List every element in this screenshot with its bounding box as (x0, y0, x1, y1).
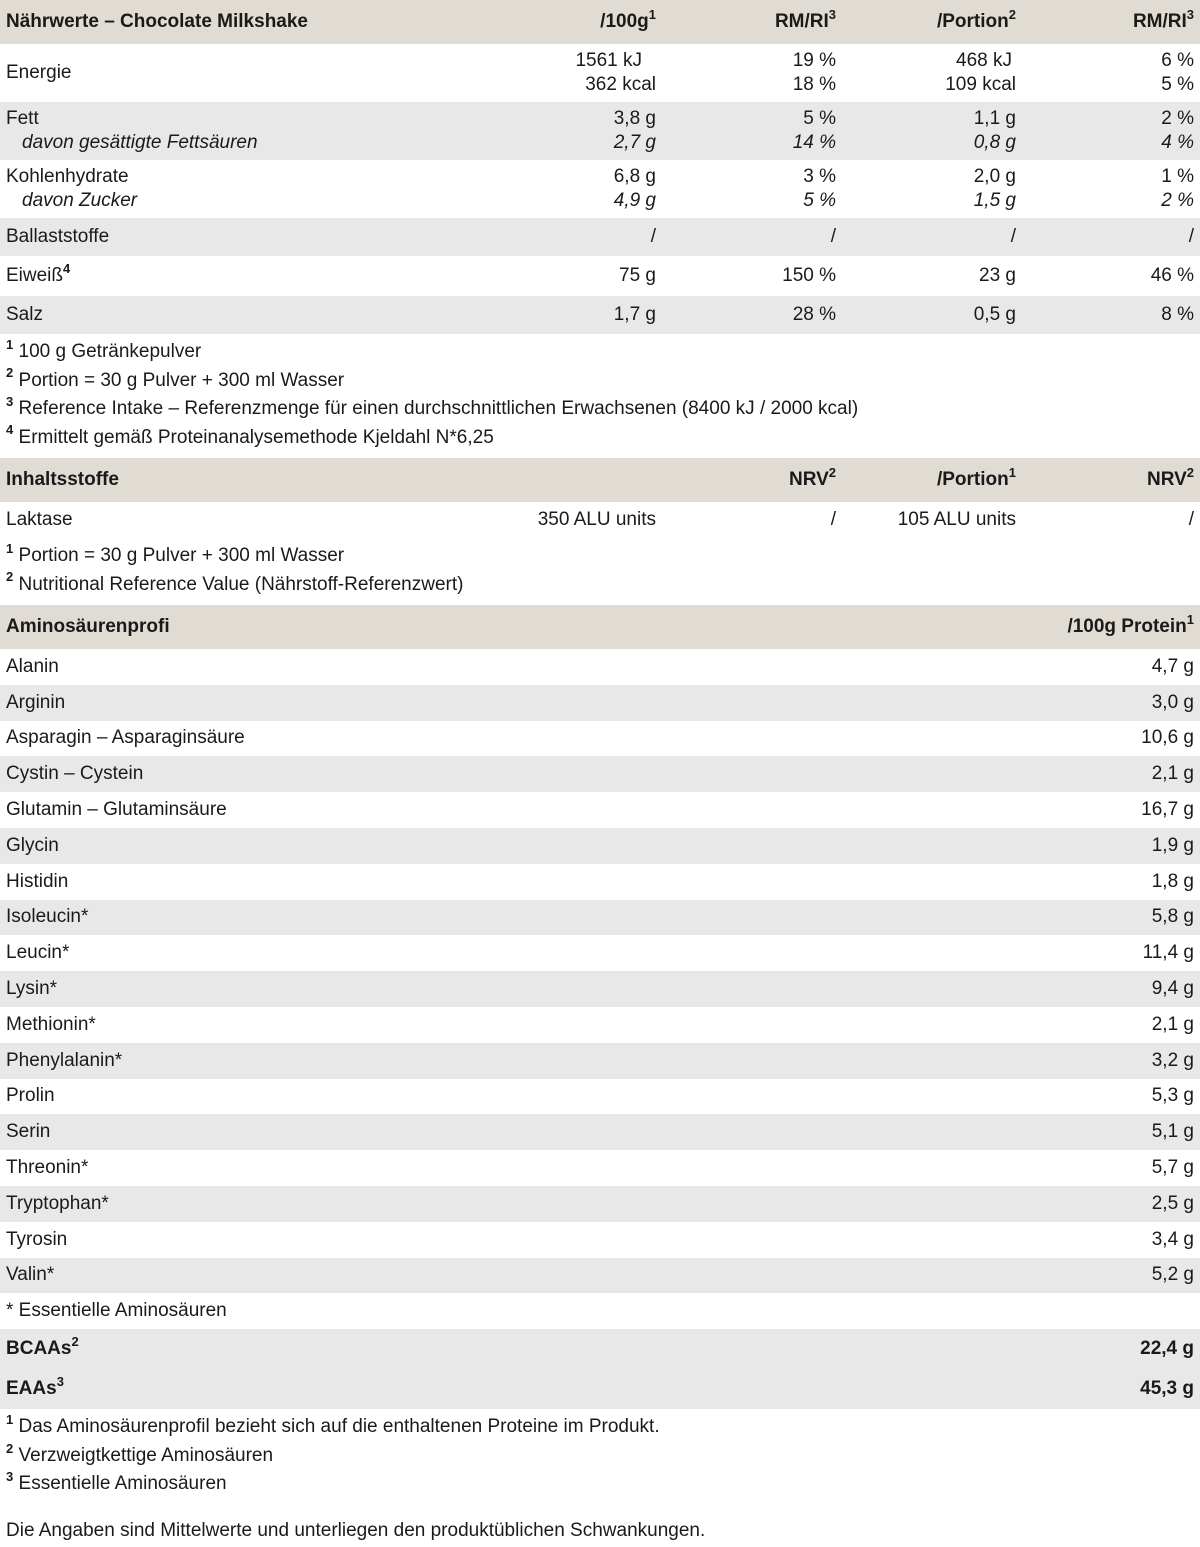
cell-value: 1,7 g (480, 296, 662, 334)
cell-value: / (662, 218, 842, 256)
table-row (0, 102, 1200, 160)
eaa-label: EAAs$^3$ (0, 1369, 900, 1409)
table-row (0, 1079, 1200, 1115)
amino-name: Glutamin – Glutaminsäure (0, 792, 900, 828)
ingredients-table (0, 458, 1200, 538)
table-row (0, 502, 1200, 538)
amino-name: Serin (0, 1114, 900, 1150)
amino-value: 5,2 g (900, 1258, 1200, 1294)
amino-name: Leucin* (0, 935, 900, 971)
footnote: $^4$ Ermittelt gemäß Proteinanalysemethode Kjeldahl N*6,25 (6, 422, 494, 448)
cell-value: 46 % (1022, 256, 1200, 296)
amino-name: Methionin* (0, 1007, 900, 1043)
table-row (0, 935, 1200, 971)
amino-name: Arginin (0, 685, 900, 721)
amino-value: 5,3 g (900, 1079, 1200, 1115)
amino-value: 16,7 g (900, 792, 1200, 828)
amino-value: 3,0 g (900, 685, 1200, 721)
col-header-nrv: NRV$^2$ (662, 458, 842, 502)
bcaa-value: 22,4 g (900, 1329, 1200, 1369)
table-row (0, 1007, 1200, 1043)
table-row (0, 44, 1200, 102)
table-row (0, 828, 1200, 864)
amino-value: 3,4 g (900, 1222, 1200, 1258)
amino-value: 5,8 g (900, 900, 1200, 936)
amino-name: Prolin (0, 1079, 900, 1115)
amino-name: Phenylalanin* (0, 1043, 900, 1079)
amino-value: 5,1 g (900, 1114, 1200, 1150)
cell-value: / (480, 218, 662, 256)
table-row (0, 864, 1200, 900)
amino-value: 2,5 g (900, 1186, 1200, 1222)
cell-value: 105 ALU units (842, 502, 1022, 538)
row-label: Fett davon gesättigte Fettsäuren (0, 102, 480, 160)
bcaa-row (0, 1329, 1200, 1369)
footnote: $^2$ Verzweigtkettige Aminosäuren (6, 1440, 274, 1466)
table-row (0, 721, 1200, 757)
amino-title: Aminosäurenprofi (0, 605, 900, 649)
cell-value: 6 % 5 % (1022, 44, 1200, 102)
row-label: Ballaststoffe (0, 218, 480, 256)
amino-name: Glycin (0, 828, 900, 864)
amino-value: 4,7 g (900, 649, 1200, 685)
table-row (0, 160, 1200, 218)
col-header-portion: /Portion$^1$ (842, 458, 1022, 502)
essential-note: * Essentielle Aminosäuren (0, 1293, 1200, 1329)
footnote: $^1$ Das Aminosäurenprofil bezieht sich auf die enthaltenen Proteine im Produkt. (6, 1412, 660, 1438)
col-header-rmri: $RM/RI^3$ (662, 0, 842, 44)
table-row (0, 1222, 1200, 1258)
amino-name: Alanin (0, 649, 900, 685)
amino-name: Tryptophan* (0, 1186, 900, 1222)
amino-value: 5,7 g (900, 1150, 1200, 1186)
cell-value: 19 % 18 % (662, 44, 842, 102)
table-row (0, 1150, 1200, 1186)
table-row (0, 900, 1200, 936)
amino-name: Cystin – Cystein (0, 756, 900, 792)
nutrition-title: Nährwerte – Chocolate Milkshake (0, 0, 480, 44)
ingredients-header-row (0, 458, 1200, 502)
table-row (0, 218, 1200, 256)
amino-value: 2,1 g (900, 1007, 1200, 1043)
table-row (0, 685, 1200, 721)
cell-value: 1,1 g 0,8 g (842, 102, 1022, 160)
table-row (0, 756, 1200, 792)
cell-value: 150 % (662, 256, 842, 296)
nutrition-table (0, 0, 1200, 334)
amino-name: Histidin (0, 864, 900, 900)
footnote: $^1$ 100 g Getränkepulver (6, 336, 202, 362)
col-header-portion: /Portion$^2$ (842, 0, 1022, 44)
row-label: Laktase (0, 502, 480, 538)
eaa-value: 45,3 g (900, 1369, 1200, 1409)
footnote: $^2$ Nutritional Reference Value (Nährstoff-Referenzwert) (6, 569, 464, 595)
amino-value: 3,2 g (900, 1043, 1200, 1079)
cell-value: / (1022, 218, 1200, 256)
ingredients-title: Inhaltsstoffe (0, 458, 480, 502)
col-header-nrv-portion: NRV$^2$ (1022, 458, 1200, 502)
amino-name: Valin* (0, 1258, 900, 1294)
amino-value: 9,4 g (900, 971, 1200, 1007)
amino-value: 2,1 g (900, 756, 1200, 792)
cell-value: 350 ALU units (480, 502, 662, 538)
bcaa-label: BCAAs$^2$ (0, 1329, 900, 1369)
amino-name: Lysin* (0, 971, 900, 1007)
amino-acid-table (0, 605, 1200, 1409)
row-label: Energie (0, 44, 480, 102)
table-row (0, 649, 1200, 685)
cell-value: 28 % (662, 296, 842, 334)
table-row (0, 296, 1200, 334)
cell-value: 23 g (842, 256, 1022, 296)
cell-value: / (1022, 502, 1200, 538)
ingredients-footnotes (0, 538, 1200, 605)
cell-value: 2 % 4 % (1022, 102, 1200, 160)
cell-value: 2,0 g 1,5 g (842, 160, 1022, 218)
col-header-100g: $/100g^1$ (480, 0, 662, 44)
table-row (0, 1114, 1200, 1150)
amino-value: 11,4 g (900, 935, 1200, 971)
table-row (0, 1258, 1200, 1294)
amino-value: 1,9 g (900, 828, 1200, 864)
cell-value: 0,5 g (842, 296, 1022, 334)
cell-value: 3,8 g 2,7 g (480, 102, 662, 160)
eaa-row (0, 1369, 1200, 1409)
cell-value: 6,8 g 4,9 g (480, 160, 662, 218)
footnote: $^3$ Reference Intake – Referenzmenge für einen durchschnittlichen Erwachsenen (8400 kJ / 2000 kcal) (6, 393, 859, 419)
amino-value: 10,6 g (900, 721, 1200, 757)
cell-value: 3 % 5 % (662, 160, 842, 218)
cell-value: 8 % (1022, 296, 1200, 334)
amino-name: Tyrosin (0, 1222, 900, 1258)
empty-header-cell (480, 458, 662, 502)
amino-name: Isoleucin* (0, 900, 900, 936)
row-label: Kohlenhydrate davon Zucker (0, 160, 480, 218)
col-header-100g-protein: /100g Protein$^1$ (900, 605, 1200, 649)
footnote: $^2$ Portion = 30 g Pulver + 300 ml Wasser (6, 365, 345, 391)
essential-note-row (0, 1293, 1200, 1329)
table-row (0, 256, 1200, 296)
table-row (0, 971, 1200, 1007)
nutrition-footnotes (0, 334, 1200, 458)
nutrition-header-row (0, 0, 1200, 44)
table-row (0, 792, 1200, 828)
footnote: $^1$ Portion = 30 g Pulver + 300 ml Wasser (6, 540, 345, 566)
row-label: Salz (0, 296, 480, 334)
amino-name: Asparagin – Asparaginsäure (0, 721, 900, 757)
amino-value: 1,8 g (900, 864, 1200, 900)
amino-name: Threonin* (0, 1150, 900, 1186)
footnote: $^3$ Essentielle Aminosäuren (6, 1469, 227, 1495)
amino-footnotes (0, 1409, 1200, 1499)
cell-value: 5 % 14 % (662, 102, 842, 160)
cell-value: 468 kJ 109 kcal (842, 44, 1022, 102)
table-row (0, 1043, 1200, 1079)
amino-rows (0, 649, 1200, 1293)
table-row (0, 1186, 1200, 1222)
disclaimer: Die Angaben sind Mittelwerte und unterliegen den produktüblichen Schwankungen. (6, 1519, 706, 1541)
amino-header-row (0, 605, 1200, 649)
cell-value: 75 g (480, 256, 662, 296)
row-label: Eiweiß$^4$ (0, 256, 480, 296)
cell-value: / (662, 502, 842, 538)
col-header-rmri-portion: $RM/RI^3$ (1022, 0, 1200, 44)
cell-value: / (842, 218, 1022, 256)
cell-value: 1 % 2 % (1022, 160, 1200, 218)
cell-value: 1561 kJ 362 kcal (480, 44, 662, 102)
